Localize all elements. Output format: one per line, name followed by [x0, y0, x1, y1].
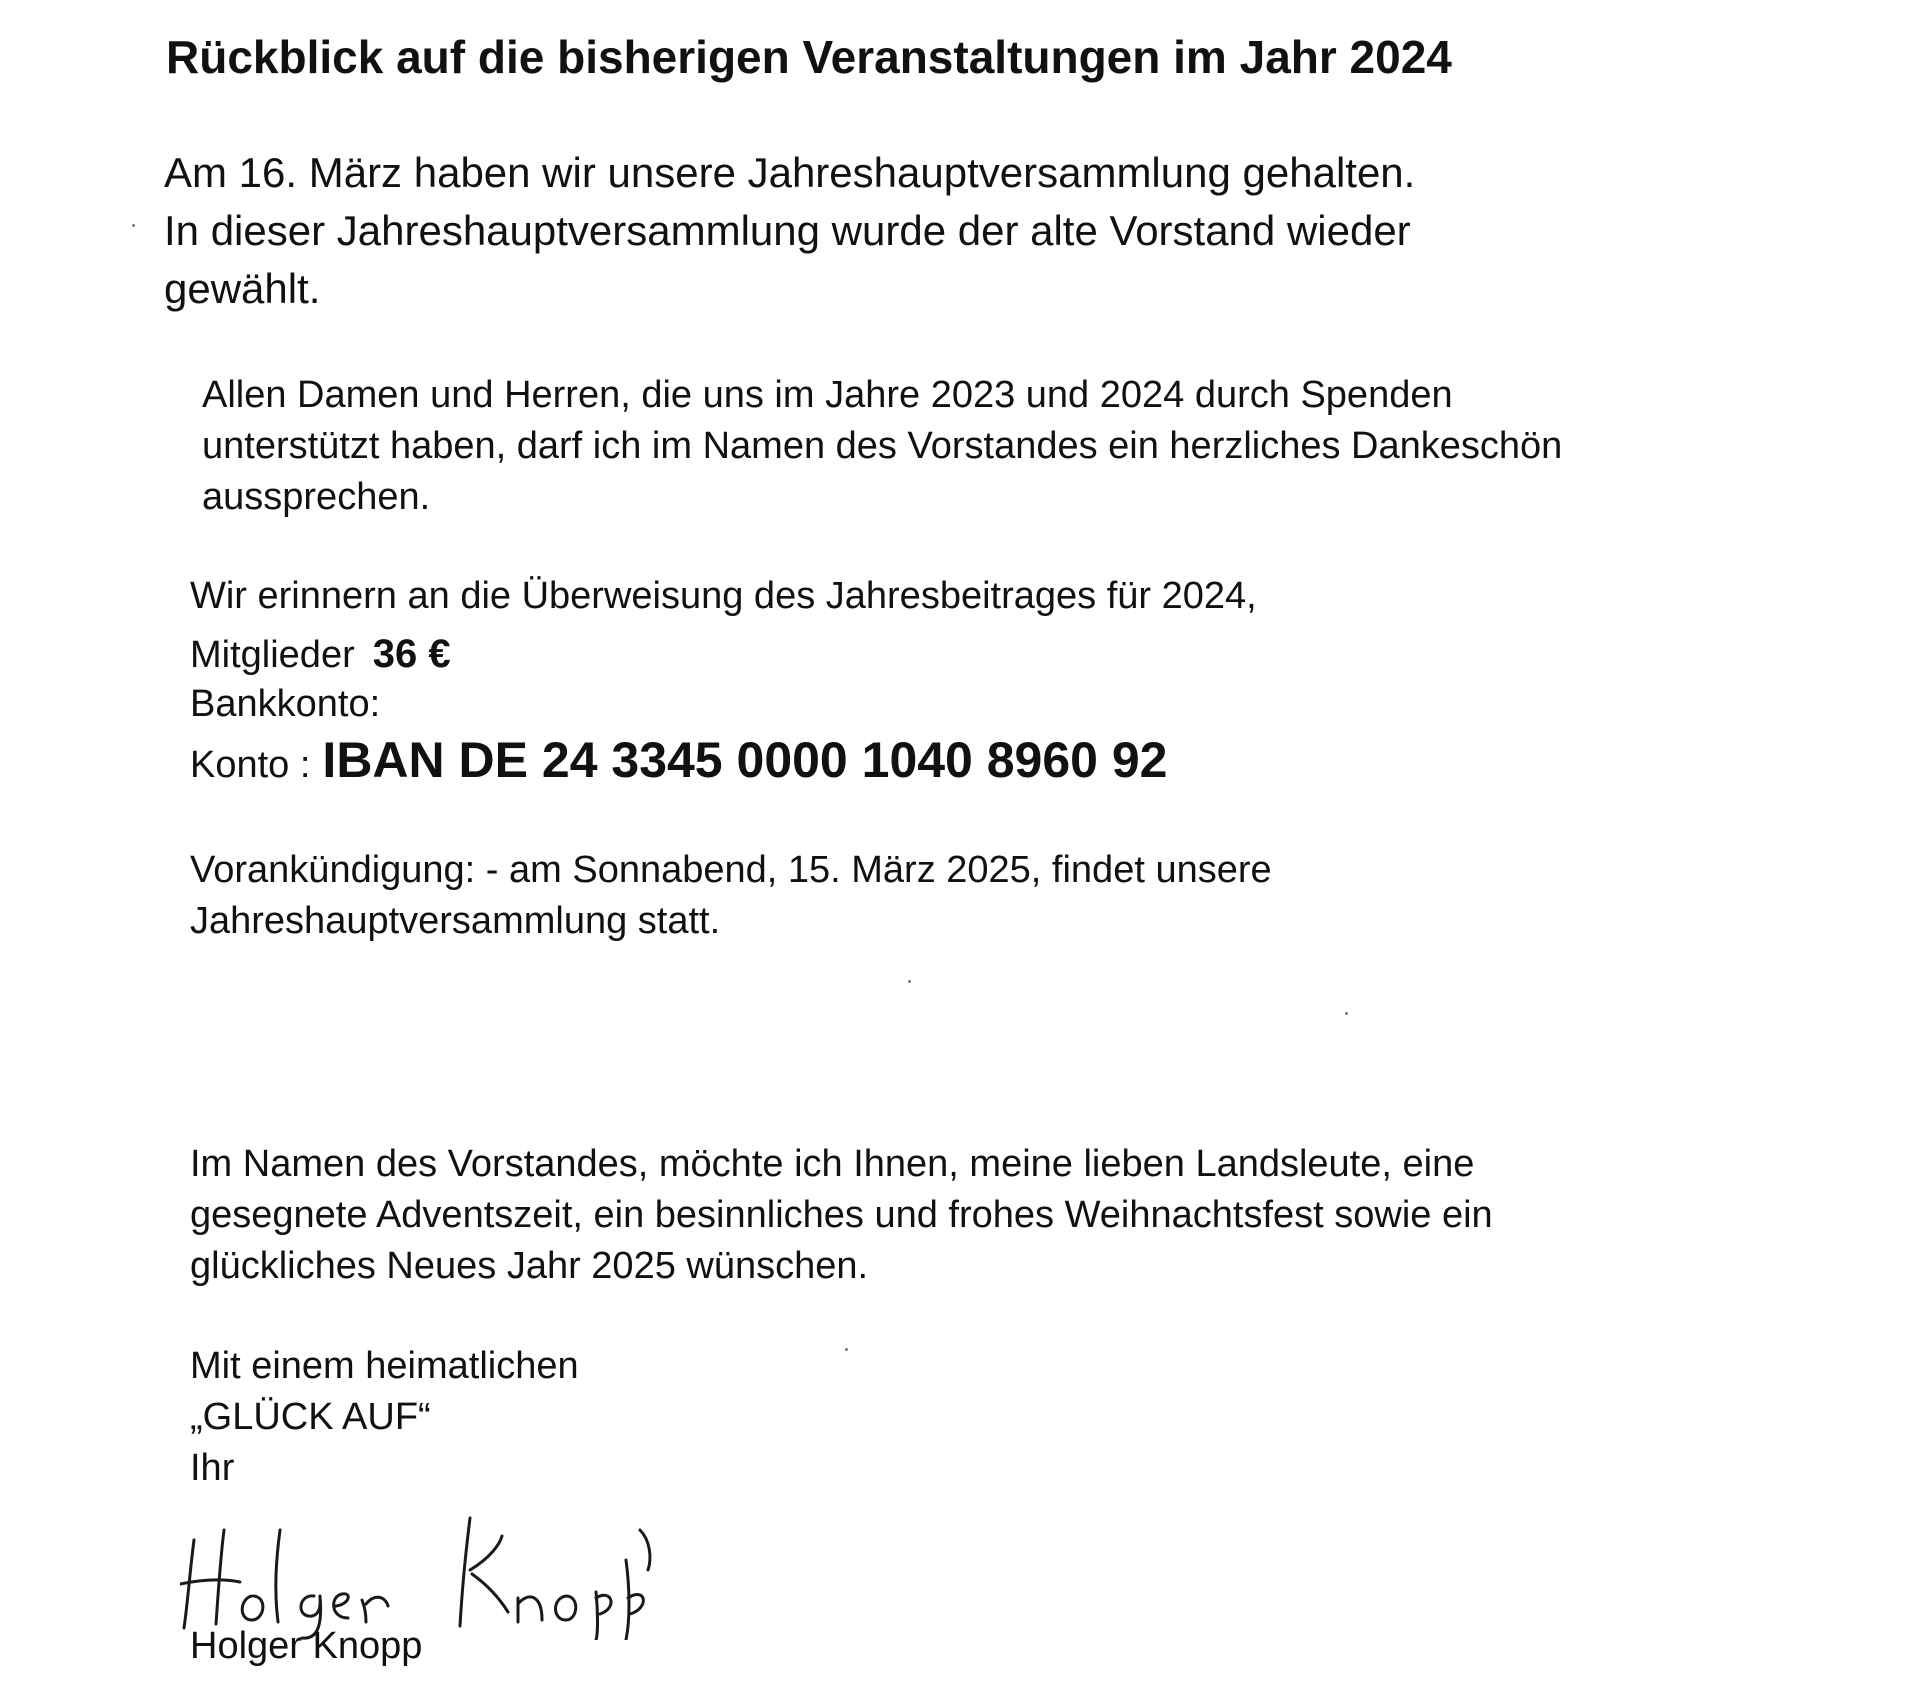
announcement-line-1: Vorankündigung: - am Sonnabend, 15. März 2025, findet unsere — [190, 849, 1272, 891]
members-fee-line — [190, 630, 451, 679]
scan-speck — [845, 1348, 848, 1351]
reminder-line: Wir erinnern an die Überweisung des Jahresbeitrages für 2024, — [190, 575, 1257, 617]
wishes-line-2: gesegnete Adventszeit, ein besinnliches und frohes Weihnachtsfest sowie ein — [190, 1194, 1493, 1236]
scan-speck — [908, 980, 911, 983]
wishes-line-1: Im Namen des Vorstandes, möchte ich Ihnen, meine lieben Landsleute, eine — [190, 1143, 1475, 1185]
bank-account-label: Bankkonto: — [190, 683, 381, 725]
intro-line-2: In dieser Jahreshauptversammlung wurde der alte Vorstand wieder — [164, 207, 1411, 254]
members-amount: 36 € — [372, 632, 451, 676]
closing-line-3: Ihr — [190, 1447, 235, 1489]
signer-name: Holger Knopp — [190, 1625, 423, 1667]
konto-label: Konto : — [190, 744, 311, 786]
letter-title: Rückblick auf die bisherigen Veranstaltungen im Jahr 2024 — [166, 31, 1452, 83]
wishes-line-3: glückliches Neues Jahr 2025 wünschen. — [190, 1245, 869, 1287]
thanks-line-2: unterstützt haben, darf ich im Namen des Vorstandes ein herzliches Dankeschön — [202, 425, 1563, 467]
members-label: Mitglieder — [190, 634, 355, 676]
announcement-line-2: Jahreshauptversammlung statt. — [190, 900, 721, 942]
iban-line — [190, 730, 1168, 790]
thanks-line-3: aussprechen. — [202, 476, 431, 518]
closing-line-1: Mit einem heimatlichen — [190, 1345, 579, 1387]
scan-speck — [132, 224, 135, 227]
intro-line-1: Am 16. März haben wir unsere Jahreshauptversammlung gehalten. — [164, 149, 1416, 196]
handwritten-signature — [180, 1500, 740, 1640]
closing-line-2: „GLÜCK AUF“ — [190, 1396, 431, 1438]
scan-speck — [1345, 1012, 1348, 1015]
iban-value: IBAN DE 24 3345 0000 1040 8960 92 — [322, 732, 1168, 788]
thanks-line-1: Allen Damen und Herren, die uns im Jahre 2023 und 2024 durch Spenden — [202, 374, 1453, 416]
intro-line-3: gewählt. — [164, 265, 321, 312]
